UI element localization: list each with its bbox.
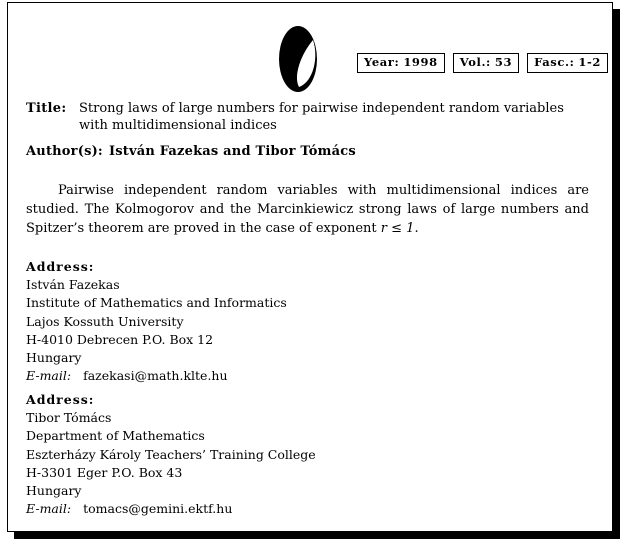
abstract-text-end: .: [414, 221, 419, 236]
email-label: E-mail:: [26, 368, 72, 384]
address-line: Department of Mathematics: [26, 428, 205, 444]
address-line: Eszterházy Károly Teachers’ Training College: [26, 446, 316, 462]
paper-title: Strong laws of large numbers for pairwise independent random variables with multidimensional indices: [79, 101, 564, 133]
year-label: Year:: [364, 55, 400, 69]
issue-info: [357, 53, 608, 73]
address-block-1: [26, 258, 287, 385]
address-label: Address:: [26, 259, 95, 274]
email-line: [26, 500, 316, 518]
frame-shadow-right: [613, 9, 620, 539]
title-label: Title:: [26, 101, 67, 116]
fascicle-box: [527, 53, 608, 73]
abstract-math: r ≤ 1: [380, 221, 415, 236]
volume-label: Vol.:: [459, 55, 491, 69]
volume-value: 53: [494, 55, 513, 69]
address-line: István Fazekas: [26, 277, 120, 293]
fascicle-label: Fasc.:: [534, 55, 575, 69]
address-label: Address:: [26, 392, 95, 407]
year-box: [357, 53, 445, 73]
address-line: Lajos Kossuth University: [26, 313, 184, 329]
abstract-text: Pairwise independent random variables with multidimensional indices are studied. The Kolmogorov and the Marcinkiewicz strong laws of large numbers and Spitzer’s theorem are proved in the case of exponent: [26, 183, 589, 236]
address-line: Institute of Mathematics and Informatics: [26, 295, 287, 311]
email-address[interactable]: fazekasi@math.klte.hu: [83, 368, 228, 384]
frame-shadow-bottom: [14, 532, 620, 539]
address-line: Hungary: [26, 483, 82, 499]
authors-row: [26, 144, 356, 159]
year-value: 1998: [403, 55, 438, 69]
fascicle-value: 1-2: [578, 55, 601, 69]
address-block-2: [26, 391, 316, 518]
address-line: Tibor Tómács: [26, 410, 112, 426]
abstract: [26, 181, 589, 238]
title-row: [26, 100, 592, 134]
email-address[interactable]: tomacs@gemini.ektf.hu: [83, 501, 233, 517]
authors-names: István Fazekas and Tibor Tómács: [108, 144, 356, 159]
authors-label: Author(s):: [26, 144, 103, 159]
volume-box: [453, 53, 519, 73]
address-line: Hungary: [26, 350, 82, 366]
email-label: E-mail:: [26, 501, 72, 517]
address-line: H-3301 Eger P.O. Box 43: [26, 464, 183, 480]
journal-logo-icon: [277, 24, 319, 94]
email-line: [26, 367, 287, 385]
address-line: H-4010 Debrecen P.O. Box 12: [26, 331, 214, 347]
